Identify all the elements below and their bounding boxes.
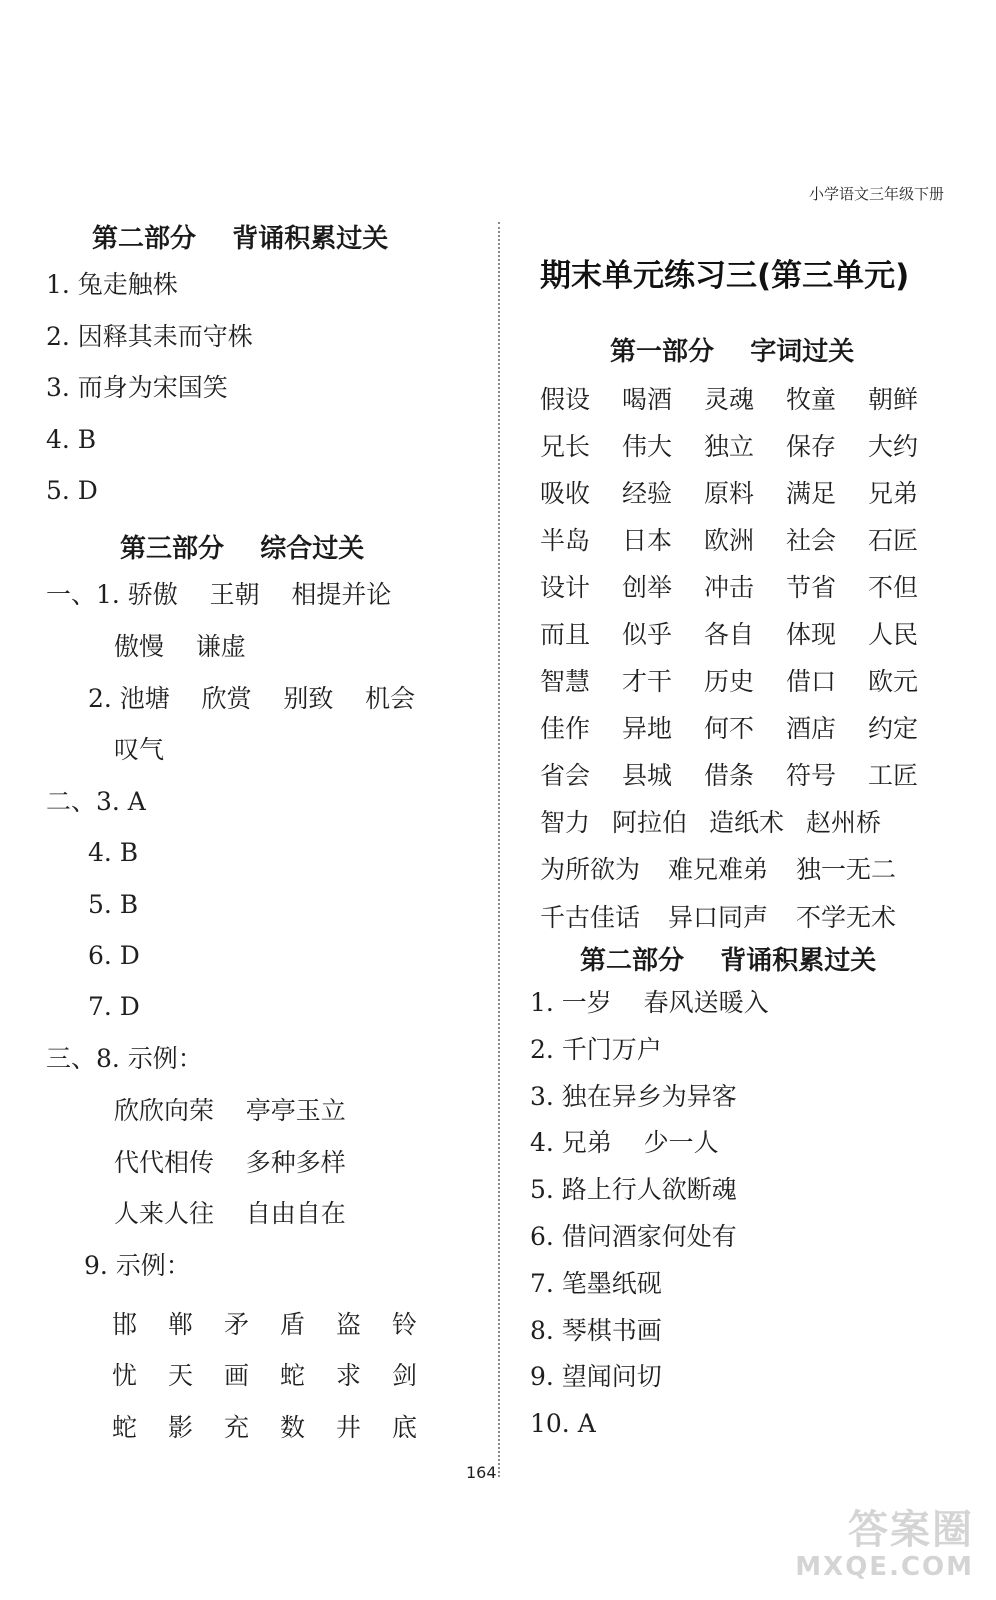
- word: 满足: [786, 478, 837, 508]
- word: 符号: [786, 761, 837, 791]
- word: 不但: [868, 572, 919, 602]
- word: 假设: [540, 384, 591, 414]
- word: 智力: [540, 808, 591, 838]
- q8-line: 人来人往 自由自在: [114, 1199, 346, 1228]
- left-part2-item: 5. D: [46, 476, 98, 505]
- word: 借条: [704, 761, 755, 791]
- word: 造纸术: [709, 808, 785, 838]
- word: 兄长: [540, 431, 591, 461]
- right-part2-item: 3. 独在异乡为异客: [530, 1082, 737, 1111]
- q8-line: 欣欣向荣 亭亭玉立: [114, 1096, 346, 1125]
- word: 伟大: [622, 431, 673, 461]
- right-part2-item: 5. 路上行人欲断魂: [530, 1175, 737, 1204]
- char: 求: [336, 1361, 362, 1391]
- q6-answer: 6. D: [88, 941, 140, 970]
- watermark-logo: 答案圈: [848, 1507, 974, 1553]
- q7-answer: 7. D: [88, 992, 140, 1021]
- word: 历史: [704, 667, 755, 697]
- q8-head: 三、8. 示例：: [46, 1044, 203, 1073]
- right-part2-item: 2. 千门万户: [530, 1035, 662, 1064]
- word-grid: [540, 374, 950, 939]
- q2-line1: 2. 池塘 欣赏 别致 机会: [88, 684, 416, 713]
- watermark-site: MXQE.COM: [795, 1552, 974, 1582]
- left-part2-item: 3. 而身为宋国笑: [46, 373, 228, 402]
- q4-answer: 4. B: [88, 838, 139, 867]
- word: 创举: [622, 572, 673, 602]
- word: 独立: [704, 431, 755, 461]
- char: 盗: [336, 1309, 362, 1339]
- right-part2-item: 4. 兄弟 少一人: [530, 1128, 719, 1157]
- word: 吸收: [540, 478, 591, 508]
- word: 兄弟: [868, 478, 919, 508]
- word: 不学无术: [796, 902, 897, 932]
- word-row: [540, 798, 950, 845]
- char: 铃: [392, 1309, 418, 1339]
- char: 盾: [280, 1309, 306, 1339]
- word: 冲击: [704, 572, 755, 602]
- word-row: [540, 751, 950, 798]
- right-part2-item: 8. 琴棋书画: [530, 1316, 662, 1345]
- word: 朝鲜: [868, 384, 919, 414]
- char-row: [112, 1297, 448, 1349]
- word: 智慧: [540, 667, 591, 697]
- word: 牧童: [786, 384, 837, 414]
- q9-char-grid: [112, 1297, 448, 1452]
- word: 半岛: [540, 525, 591, 555]
- word: 千古佳话: [540, 902, 641, 932]
- word-row: [540, 704, 950, 751]
- word: 喝酒: [622, 384, 673, 414]
- word: 约定: [868, 714, 919, 744]
- word: 而且: [540, 620, 591, 650]
- book-title: 小学语文三年级下册: [808, 185, 944, 203]
- word: 难兄难弟: [668, 855, 769, 885]
- word: 县城: [622, 761, 673, 791]
- word: 设计: [540, 572, 591, 602]
- word: 经验: [622, 478, 673, 508]
- word-row: [540, 845, 950, 892]
- char: 剑: [392, 1361, 418, 1391]
- word: 阿拉伯: [612, 808, 688, 838]
- word: 欧洲: [704, 525, 755, 555]
- word: 才干: [622, 667, 673, 697]
- word-row: [540, 421, 950, 468]
- word: 为所欲为: [540, 855, 641, 885]
- word: 何不: [704, 714, 755, 744]
- word: 省会: [540, 761, 591, 791]
- word: 原料: [704, 478, 755, 508]
- char: 邯: [112, 1309, 138, 1339]
- word: 各自: [704, 620, 755, 650]
- char: 天: [168, 1361, 194, 1391]
- right-part2-item: 1. 一岁 春风送暖入: [530, 988, 769, 1017]
- page-number: 164: [466, 1463, 497, 1482]
- column-divider: [498, 222, 500, 1477]
- left-part3-title: 第三部分 综合过关: [120, 534, 365, 564]
- char-row: [112, 1400, 448, 1452]
- word-row: [540, 374, 950, 421]
- q1-line1: 一、1. 骄傲 王朝 相提并论: [46, 580, 392, 609]
- word: 社会: [786, 525, 837, 555]
- word-row: [540, 562, 950, 609]
- right-part2-title: 第二部分 背诵积累过关: [580, 946, 877, 976]
- char-row: [112, 1349, 448, 1401]
- q1-line2: 傲慢 谦虚: [114, 632, 246, 661]
- right-part2-item: 9. 望闻问切: [530, 1362, 662, 1391]
- char: 矛: [224, 1309, 250, 1339]
- right-part2-item: 10. A: [530, 1409, 596, 1438]
- word: 大约: [868, 431, 919, 461]
- q3-answer: 二、3. A: [46, 787, 146, 816]
- word-row: [540, 515, 950, 562]
- q5-answer: 5. B: [88, 890, 139, 919]
- watermark: [795, 1508, 974, 1582]
- word: 借口: [786, 667, 837, 697]
- word: 保存: [786, 431, 837, 461]
- word: 似乎: [622, 620, 673, 650]
- word: 独一无二: [796, 855, 897, 885]
- word-row: [540, 468, 950, 515]
- char: 充: [224, 1412, 250, 1442]
- word: 异地: [622, 714, 673, 744]
- char: 忧: [112, 1361, 138, 1391]
- word-row: [540, 657, 950, 704]
- char: 数: [280, 1412, 306, 1442]
- left-part2-item: 1. 兔走触株: [46, 270, 178, 299]
- right-part1-title: 第一部分 字词过关: [610, 337, 855, 367]
- char: 影: [168, 1412, 194, 1442]
- word: 异口同声: [668, 902, 769, 932]
- char: 画: [224, 1361, 250, 1391]
- right-part2-item: 7. 笔墨纸砚: [530, 1269, 662, 1298]
- word: 灵魂: [704, 384, 755, 414]
- q2-line2: 叹气: [114, 735, 165, 764]
- exercise-title: 期末单元练习三(第三单元): [540, 258, 910, 294]
- word: 体现: [786, 620, 837, 650]
- q9-head: 9. 示例：: [84, 1251, 191, 1280]
- word: 节省: [786, 572, 837, 602]
- q8-line: 代代相传 多种多样: [114, 1148, 346, 1177]
- word: 人民: [868, 620, 919, 650]
- left-part2-title: 第二部分 背诵积累过关: [92, 224, 389, 254]
- word: 工匠: [868, 761, 919, 791]
- char: 郸: [168, 1309, 194, 1339]
- word: 欧元: [868, 667, 919, 697]
- word: 日本: [622, 525, 673, 555]
- word: 赵州桥: [806, 808, 882, 838]
- word: 酒店: [786, 714, 837, 744]
- word: 石匠: [868, 525, 919, 555]
- left-part2-item: 4. B: [46, 425, 97, 454]
- word: 佳作: [540, 714, 591, 744]
- left-part2-item: 2. 因释其耒而守株: [46, 322, 253, 351]
- char: 蛇: [112, 1412, 138, 1442]
- word-row: [540, 609, 950, 656]
- char: 井: [336, 1412, 362, 1442]
- right-part2-item: 6. 借问酒家何处有: [530, 1222, 737, 1251]
- word-row: [540, 892, 950, 939]
- char: 蛇: [280, 1361, 306, 1391]
- char: 底: [392, 1412, 418, 1442]
